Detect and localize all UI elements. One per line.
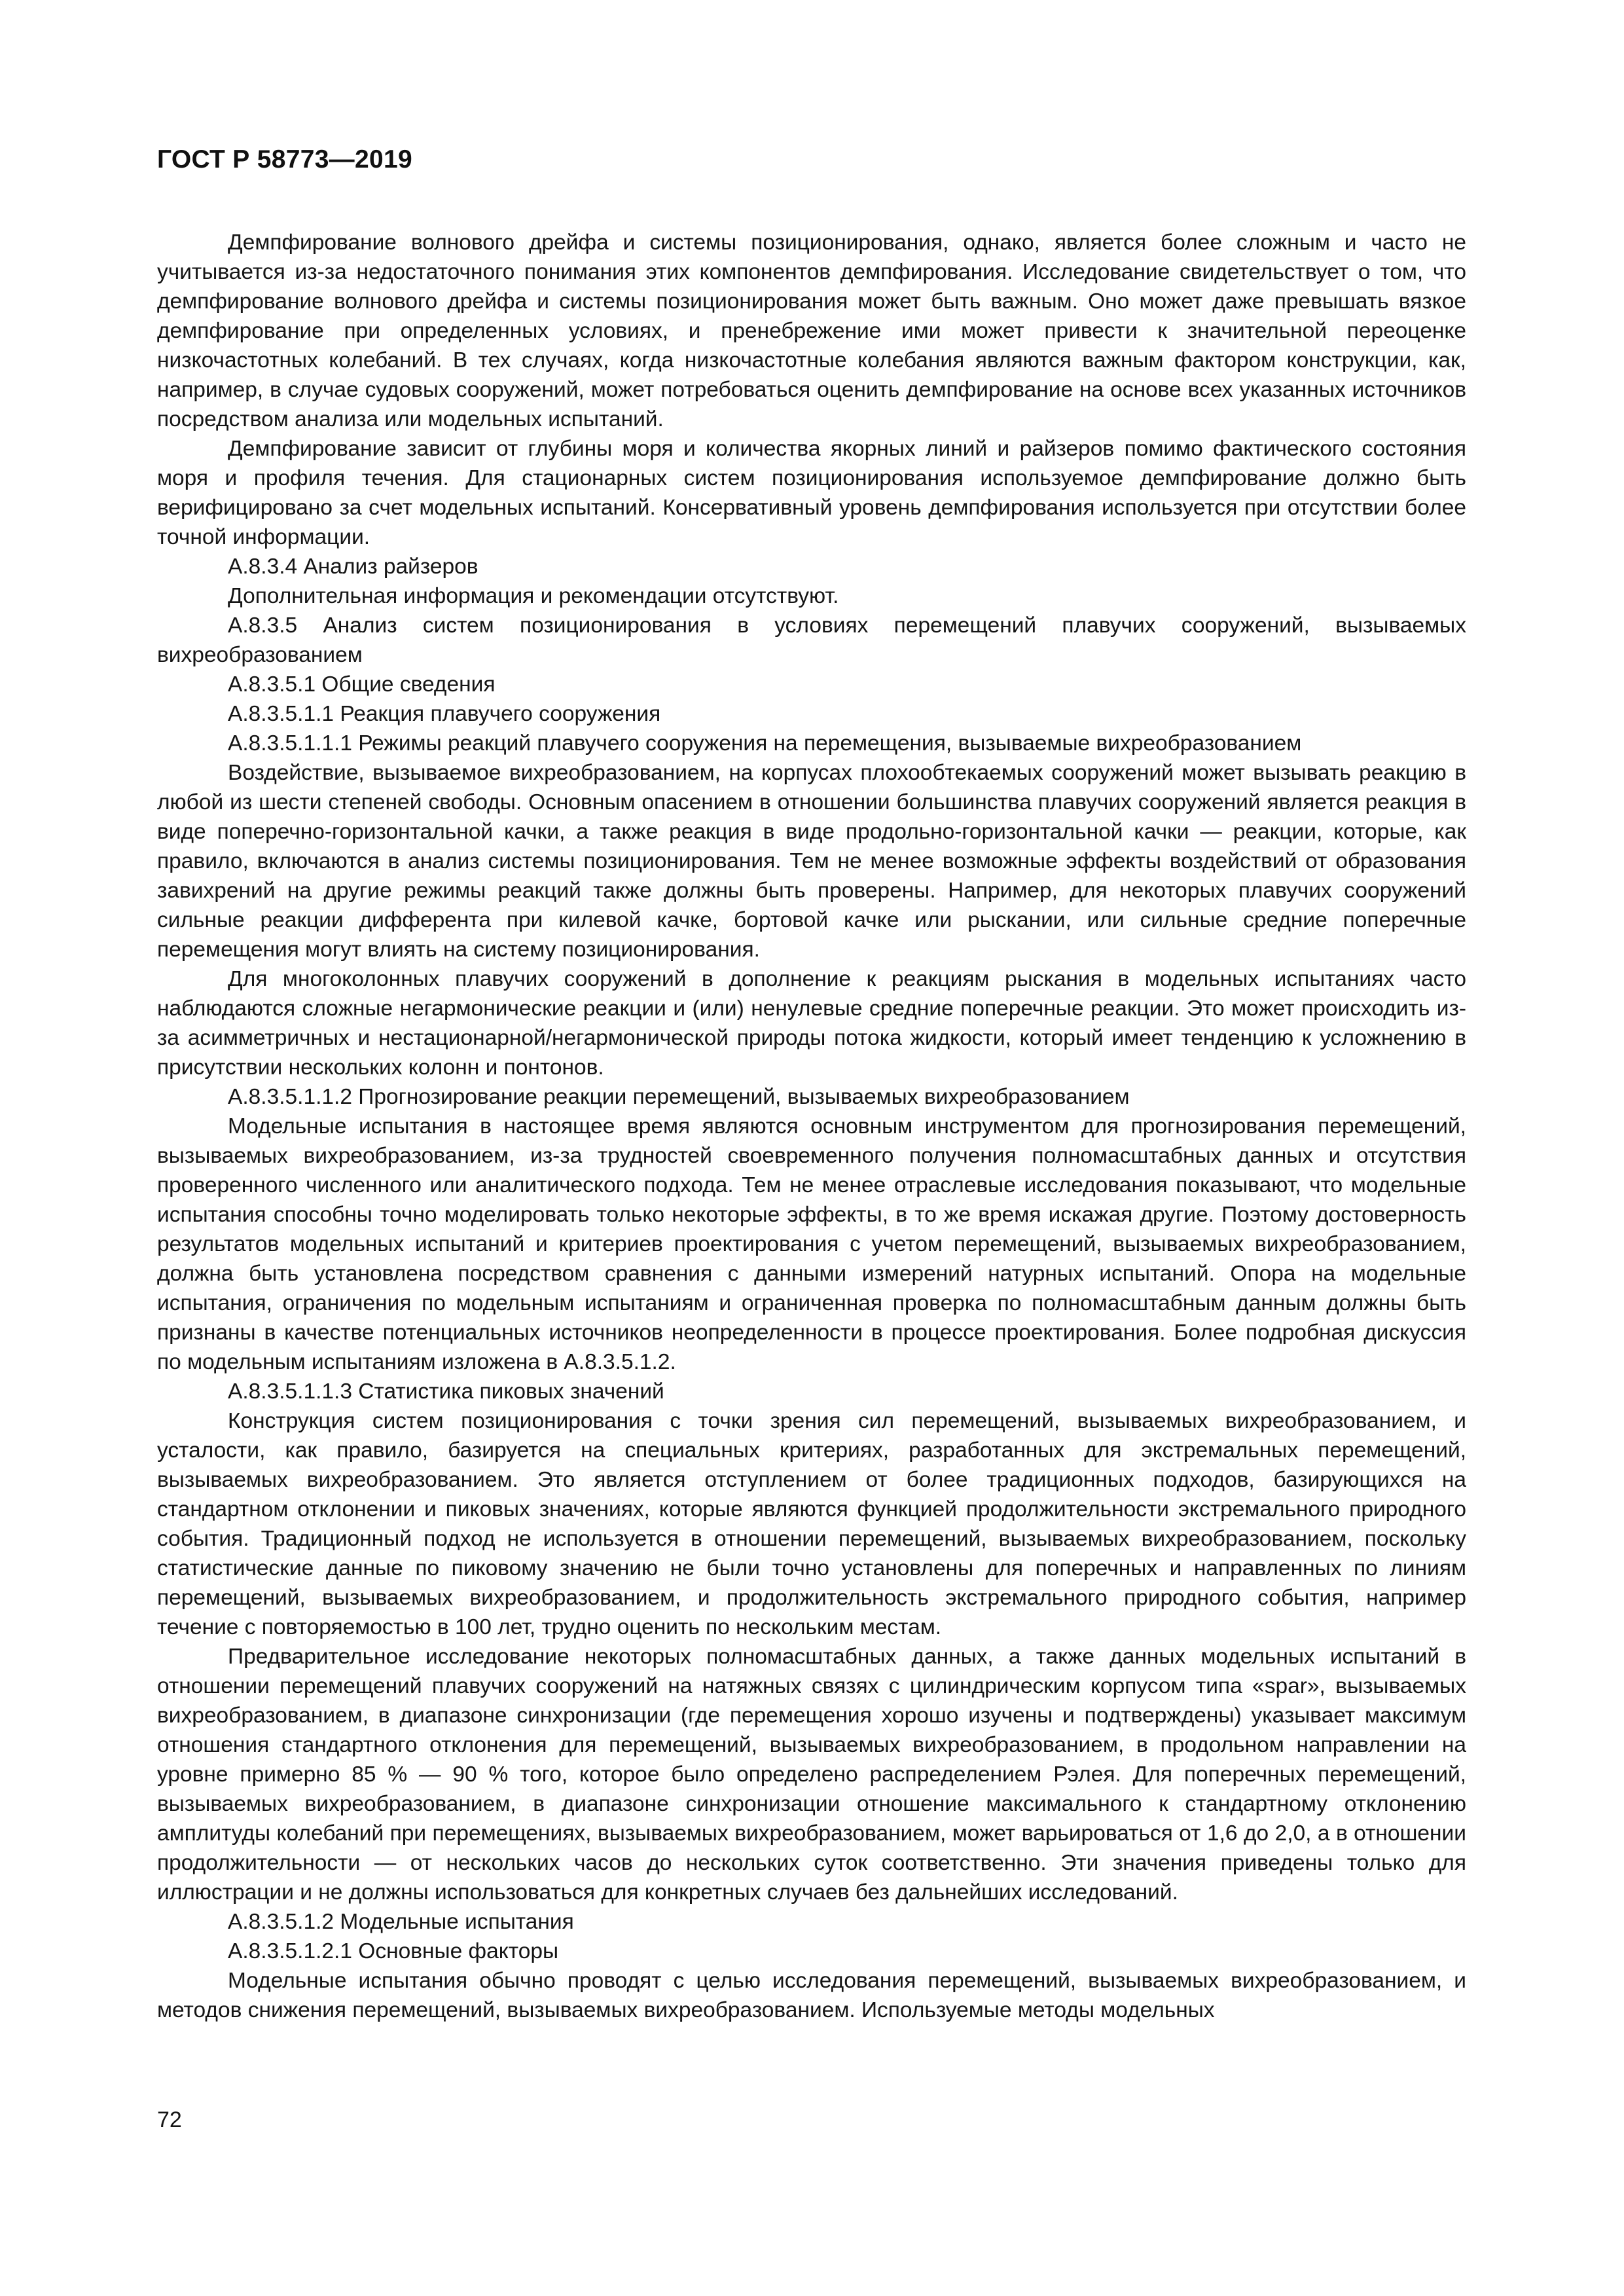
- paragraph-model-tests-purpose: Модельные испытания обычно проводят с целью исследования перемещений, вызываемых вихреобразованием, и методов снижения перемещений, вызываемых вихреобразованием. Используемые методы модельных: [157, 1969, 1466, 2022]
- paragraph-model-tests-main-tool: Модельные испытания в настоящее время являются основным инструментом для прогнозирования перемещений, вызываемых вихреобразованием, из-за трудностей своевременного получения полномасштабных данных и отсутствия проверенного численного или аналитического подхода. Тем не менее отраслевые исследования показывают, что модельные испытания способны точно моделировать только некоторые эффекты, в то же время искажая другие. Поэтому достоверность результатов модельных испытаний и критериев проектирования с учетом перемещений, вызываемых вихреобразованием, должна быть установлена посредством сравнения с данными измерений натурных испытаний. Опора на модельные испытания, ограничения по модельным испытаниям и ограниченная проверка по полномасштабным данным должны быть признаны в качестве потенциальных источников неопределенности в процессе проектирования. Более подробная дискуссия по модельным испытаниям изложена в А.8.3.5.1.2.: [157, 1114, 1466, 1374]
- section-heading-a8-3-5-1-1-2: А.8.3.5.1.1.2 Прогнозирование реакции перемещений, вызываемых вихреобразованием: [228, 1085, 1130, 1109]
- page-number: 72: [157, 2107, 182, 2132]
- section-heading-a8-3-5: А.8.3.5 Анализ систем позиционирования в условиях перемещений плавучих сооружений, вызываемых вихреобразованием: [157, 613, 1466, 667]
- paragraph-no-info: Дополнительная информация и рекомендации отсутствуют.: [228, 584, 839, 608]
- paragraph-peak-statistics: Конструкция систем позиционирования с точки зрения сил перемещений, вызываемых вихреобразованием, и усталости, как правило, базируется на специальных критериях, разработанных для экстремальных перемещений, вызываемых вихреобразованием. Это является отступлением от более традиционных подходов, базирующихся на стандартном отклонении и пиковых значениях, которые являются функцией продолжительности экстремального природного события. Традиционный подход не используется в отношении перемещений, вызываемых вихреобразованием, поскольку статистические данные по пиковому значению не были точно установлены для поперечных и направленных по линиям перемещений, вызываемых вихреобразованием, и продолжительность экстремального природного события, например течение с повторяемостью в 100 лет, трудно оценить по нескольким местам.: [157, 1409, 1466, 1639]
- paragraph-vortex-effects: Воздействие, вызываемое вихреобразованием, на корпусах плохообтекаемых сооружений может вызывать реакцию в любой из шести степеней свободы. Основным опасением в отношении большинства плавучих сооружений является реакция в виде поперечно-горизонтальной качки, а также реакция в виде продольно-горизонтальной качки — реакции, которые, как правило, включаются в анализ системы позиционирования. Тем не менее возможные эффекты воздействий от образования завихрений на другие режимы реакций также должны быть проверены. Например, для некоторых плавучих сооружений сильные реакции дифферента при килевой качке, бортовой качке или рыскании, или сильные средние поперечные перемещения могут влиять на систему позиционирования.: [157, 761, 1466, 962]
- section-heading-a8-3-5-1-1-3: А.8.3.5.1.1.3 Статистика пиковых значений: [228, 1379, 664, 1404]
- section-heading-a8-3-5-1-1: А.8.3.5.1.1 Реакция плавучего сооружения: [228, 702, 661, 726]
- paragraph-preliminary-study: Предварительное исследование некоторых полномасштабных данных, а также данных модельных испытаний в отношении перемещений плавучих сооружений на натяжных связях с цилиндрическим корпусом типа «spar», вызываемых вихреобразованием, в диапазоне синхронизации (где перемещения хорошо изучены и подтверждены) указывает максимум отношения стандартного отклонения для перемещений, вызываемых вихреобразованием, в продольном направлении на уровне примерно 85 % — 90 % того, которое было определено распределением Рэлея. Для поперечных перемещений, вызываемых вихреобразованием, в диапазоне синхронизации отношение максимального к стандартному отклонению амплитуды колебаний при перемещениях, вызываемых вихреобразованием, может варьироваться от 1,6 до 2,0, а в отношении продолжительности — от нескольких часов до нескольких суток соответственно. Эти значения приведены только для иллюстрации и не должны использоваться для конкретных случаев без дальнейших исследований.: [157, 1645, 1466, 1904]
- section-heading-a8-3-5-1-2: А.8.3.5.1.2 Модельные испытания: [228, 1910, 574, 1934]
- paragraph-damping-wave-drift: Демпфирование волнового дрейфа и системы позиционирования, однако, является более сложным и часто не учитывается из-за недостаточного понимания этих компонентов демпфирования. Исследование свидетельствует о том, что демпфирование волнового дрейфа и системы позиционирования может быть важным. Оно может даже превышать вязкое демпфирование при определенных условиях, и пренебрежение ими может привести к значительной переоценке низкочастотных колебаний. В тех случаях, когда низкочастотные колебания являются важным фактором конструкции, как, например, в случае судовых сооружений, может потребоваться оценить демпфирование на основе всех указанных источников посредством анализа или модельных испытаний.: [157, 230, 1466, 431]
- paragraph-damping-depth: Демпфирование зависит от глубины моря и количества якорных линий и райзеров помимо фактического состояния моря и профиля течения. Для стационарных систем позиционирования используемое демпфирование должно быть верифицировано за счет модельных испытаний. Консервативный уровень демпфирования используется при отсутствии более точной информации.: [157, 437, 1466, 549]
- section-heading-a8-3-4: А.8.3.4 Анализ райзеров: [228, 555, 478, 579]
- section-heading-a8-3-5-1-1-1: А.8.3.5.1.1.1 Режимы реакций плавучего сооружения на перемещения, вызываемые вихреобразованием: [228, 731, 1302, 756]
- section-heading-a8-3-5-1-2-1: А.8.3.5.1.2.1 Основные факторы: [228, 1939, 559, 1963]
- section-heading-a8-3-5-1: А.8.3.5.1 Общие сведения: [228, 672, 496, 697]
- standard-code-header: ГОСТ Р 58773—2019: [157, 145, 412, 173]
- document-body: [157, 228, 1466, 2025]
- paragraph-multicolumn: Для многоколонных плавучих сооружений в дополнение к реакциям рыскания в модельных испытаниях часто наблюдаются сложные негармонические реакции и (или) ненулевые средние поперечные реакции. Это может происходить из-за асимметричных и нестационарной/негармонической природы потока жидкости, который имеет тенденцию к усложнению в присутствии нескольких колонн и понтонов.: [157, 967, 1466, 1080]
